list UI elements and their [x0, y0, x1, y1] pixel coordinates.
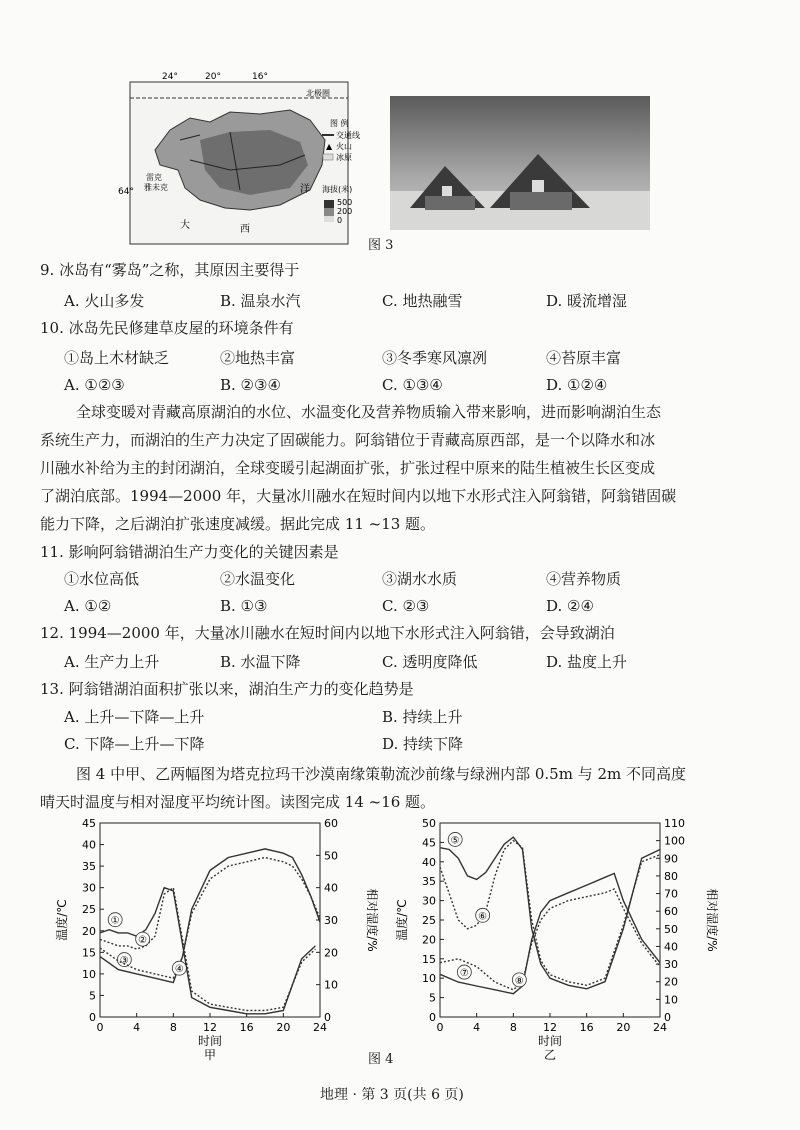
sea-label-1: 大 [180, 220, 190, 231]
y-axis-label-right: 相对湿度/% [705, 888, 719, 952]
x-tick-label: 4 [473, 1021, 481, 1034]
y-tick-label-left: 20 [82, 924, 96, 938]
y-tick-label-right: 10 [664, 993, 678, 1007]
x-axis-label: 时间 [537, 1034, 563, 1048]
passage1-line-2: 系统生产力，而湖泊的生产力决定了固碳能力。阿翁错位于青藏高原西部，是一个以降水和冰 [40, 431, 656, 449]
q10-option-a: A. ①②③ [64, 376, 125, 394]
y-tick-label-right: 30 [664, 958, 678, 972]
q13-option-c: C. 下降—上升—下降 [64, 735, 205, 753]
legend-title: 图 例 [330, 119, 349, 128]
lon-label-3: 16° [252, 72, 268, 82]
x-tick-label: 16 [239, 1021, 254, 1034]
q11-option-a: A. ①② [64, 597, 112, 615]
q10-item-2: ②地热丰富 [220, 349, 296, 367]
y-tick-label-right: 50 [664, 922, 678, 936]
series-line-3 [440, 873, 660, 993]
figure4-caption: 图 4 [368, 1052, 394, 1067]
x-axis-label: 时间 [197, 1034, 223, 1048]
elev-tick-2: 200 [337, 207, 353, 216]
y-tick-label-left: 10 [422, 972, 436, 986]
y-tick-label-left: 30 [422, 894, 436, 908]
q9-option-a: A. 火山多发 [64, 292, 145, 310]
page-footer: 地理 · 第 3 页(共 6 页) [320, 1087, 464, 1103]
q11-item-2: ②水温变化 [220, 570, 296, 588]
x-tick-label: 4 [133, 1021, 141, 1034]
y-tick-label-left: 10 [82, 967, 96, 981]
passage1-line-5: 能力下降，之后湖泊扩张速度减缓。据此完成 11 ~13 题。 [40, 515, 436, 533]
panel-label: 乙 [543, 1048, 557, 1062]
x-tick-label: 0 [96, 1021, 104, 1034]
y-tick-label-left: 40 [422, 855, 436, 869]
y-tick-label-right: 0 [324, 1011, 331, 1024]
y-tick-label-left: 25 [82, 903, 96, 917]
q10-item-3: ③冬季寒风凛冽 [382, 349, 488, 367]
q10-option-d: D. ①②④ [546, 376, 608, 394]
legend-road: 交通线 [336, 131, 360, 140]
y-tick-label-left: 0 [429, 1011, 436, 1024]
legend-volcano: 火山 [336, 142, 352, 151]
series-line-1 [100, 888, 315, 1014]
passage1-line-4: 了湖泊底部。1994—2000 年，大量冰川融水在短时间内以地下水形式注入阿翁错，阿翁错固碳 [40, 487, 677, 505]
passage2-line-2: 晴天时温度与相对湿度平均统计图。读图完成 14 ~16 题。 [40, 793, 436, 811]
q11-option-d: D. ②④ [546, 597, 594, 615]
q10-option-c: C. ①③④ [382, 376, 443, 394]
q11-item-1: ①水位高低 [64, 570, 140, 588]
series-line-2 [100, 888, 315, 1011]
y-tick-label-right: 20 [324, 946, 338, 960]
figure3-caption: 图 3 [368, 238, 394, 253]
y-tick-label-left: 50 [422, 817, 436, 830]
q12-option-c: C. 透明度降低 [382, 653, 478, 671]
y-tick-label-right: 20 [664, 975, 678, 989]
y-tick-label-right: 40 [324, 881, 338, 895]
x-tick-label: 0 [436, 1021, 444, 1034]
x-tick-label: 12 [203, 1021, 217, 1034]
series-line-4 [100, 858, 320, 979]
y-tick-label-left: 25 [422, 914, 436, 927]
lon-label-1: 24° [162, 72, 178, 82]
series-label-1: ① [110, 915, 120, 927]
y-tick-label-left: 35 [82, 860, 96, 874]
y-tick-label-right: 40 [664, 940, 678, 954]
q11-option-b: B. ①③ [220, 597, 268, 615]
passage1-line-1: 全球变暖对青藏高原湖泊的水位、水温变化及营养物质输入带来影响，进而影响湖泊生态 [76, 403, 662, 421]
q10-stem: 10. 冰岛先民修建草皮屋的环境条件有 [40, 319, 294, 337]
y-tick-label-right: 30 [324, 914, 338, 927]
x-tick-label: 8 [509, 1021, 517, 1034]
y-axis-label-right: 相对湿度/% [365, 888, 379, 952]
y-tick-label-left: 20 [422, 933, 436, 947]
chart-yi [390, 815, 720, 1060]
elevation-title: 海拔(米) [322, 185, 353, 194]
plot-frame [100, 823, 320, 1017]
q12-option-d: D. 盐度上升 [546, 653, 628, 671]
y-axis-label-left: 温度/℃ [395, 899, 409, 941]
q9-stem: 9. 冰岛有“雾岛”之称，其原因主要得于 [40, 261, 300, 279]
q10-option-b: B. ②③④ [220, 376, 281, 394]
y-tick-label-right: 80 [664, 869, 678, 883]
series-line-4 [440, 889, 660, 990]
sea-label-3: 洋 [300, 184, 310, 195]
y-tick-label-right: 90 [664, 852, 678, 866]
y-tick-label-right: 60 [324, 817, 338, 830]
q13-stem: 13. 阿翁错湖泊面积扩张以来，湖泊生产力的变化趋势是 [40, 680, 414, 698]
elev-tick-1: 500 [337, 198, 353, 207]
place-label-2: 雅未克 [144, 183, 168, 192]
y-tick-label-right: 100 [664, 834, 685, 848]
y-tick-label-right: 50 [324, 849, 338, 863]
y-tick-label-right: 70 [664, 887, 678, 901]
series-label-3: ③ [119, 955, 129, 967]
x-tick-label: 24 [313, 1021, 327, 1034]
x-tick-label: 24 [653, 1021, 667, 1034]
x-tick-label: 20 [616, 1021, 631, 1034]
x-tick-label: 8 [169, 1021, 177, 1034]
q12-option-a: A. 生产力上升 [64, 653, 160, 671]
y-tick-label-right: 10 [324, 978, 338, 992]
y-tick-label-right: 60 [664, 905, 678, 919]
series-label-3: ⑦ [459, 968, 469, 980]
series-line-3 [100, 849, 320, 983]
arctic-circle-label: 北极圈 [306, 89, 330, 98]
panel-label: 甲 [203, 1048, 217, 1062]
y-tick-label-left: 45 [82, 817, 96, 830]
y-tick-label-left: 40 [82, 838, 96, 852]
volcano-icon: ▲ [326, 142, 333, 151]
passage2-line-1: 图 4 中甲、乙两幅图为塔克拉玛干沙漠南缘策勒流沙前缘与绿洲内部 0.5m 与 2m 不同高度 [76, 765, 687, 783]
place-label-1: 雷克 [146, 173, 162, 182]
q12-stem: 12. 1994—2000 年，大量冰川融水在短时间内以地下水形式注入阿翁错，会导致湖泊 [40, 624, 615, 642]
plot-frame [440, 823, 660, 1017]
y-tick-label-left: 15 [422, 952, 436, 966]
q10-item-4: ④苔原丰富 [546, 349, 622, 367]
passage1-line-3: 川融水补给为主的封闭湖泊，全球变暖引起湖面扩张，扩张过程中原来的陆生植被生长区变成 [40, 459, 656, 477]
x-tick-label: 12 [543, 1021, 557, 1034]
q10-item-1: ①岛上木材缺乏 [64, 349, 170, 367]
y-tick-label-left: 35 [422, 875, 436, 889]
series-label-4: ⑧ [514, 975, 524, 987]
series-label-2: ⑥ [478, 911, 488, 923]
q11-stem: 11. 影响阿翁错湖泊生产力变化的关键因素是 [40, 543, 339, 561]
sea-label-2: 西 [240, 224, 250, 235]
q13-option-b: B. 持续上升 [382, 708, 463, 726]
q11-option-c: C. ②③ [382, 597, 430, 615]
y-tick-label-left: 5 [429, 991, 436, 1005]
q13-option-a: A. 上升—下降—上升 [64, 708, 205, 726]
elev-tick-3: 0 [337, 216, 343, 225]
turf-house-photo [390, 96, 650, 230]
y-tick-label-left: 45 [422, 836, 436, 850]
series-label-2: ② [138, 935, 148, 947]
series-line-1 [440, 837, 660, 989]
lon-label-2: 20° [205, 72, 221, 82]
q9-option-c: C. 地热融雪 [382, 292, 463, 310]
chart-jia [50, 815, 380, 1060]
x-tick-label: 20 [276, 1021, 291, 1034]
lat-label: 64° [118, 187, 134, 197]
series-label-4: ④ [174, 964, 184, 976]
x-tick-label: 16 [579, 1021, 594, 1034]
y-tick-label-left: 30 [82, 881, 96, 895]
y-tick-label-right: 0 [664, 1011, 671, 1024]
q13-option-d: D. 持续下降 [382, 735, 464, 753]
y-tick-label-right: 110 [664, 817, 685, 830]
q12-option-b: B. 水温下降 [220, 653, 301, 671]
q11-item-3: ③湖水水质 [382, 570, 458, 588]
legend-ice: 冰原 [336, 153, 352, 162]
q9-option-b: B. 温泉水汽 [220, 292, 301, 310]
y-tick-label-left: 5 [89, 989, 96, 1003]
q9-option-d: D. 暖流增湿 [546, 292, 628, 310]
y-axis-label-left: 温度/℃ [55, 899, 69, 941]
iceland-map [118, 70, 378, 245]
y-tick-label-left: 15 [82, 946, 96, 960]
y-tick-label-left: 0 [89, 1011, 96, 1024]
series-label-1: ⑤ [450, 835, 460, 847]
q11-item-4: ④营养物质 [546, 570, 622, 588]
